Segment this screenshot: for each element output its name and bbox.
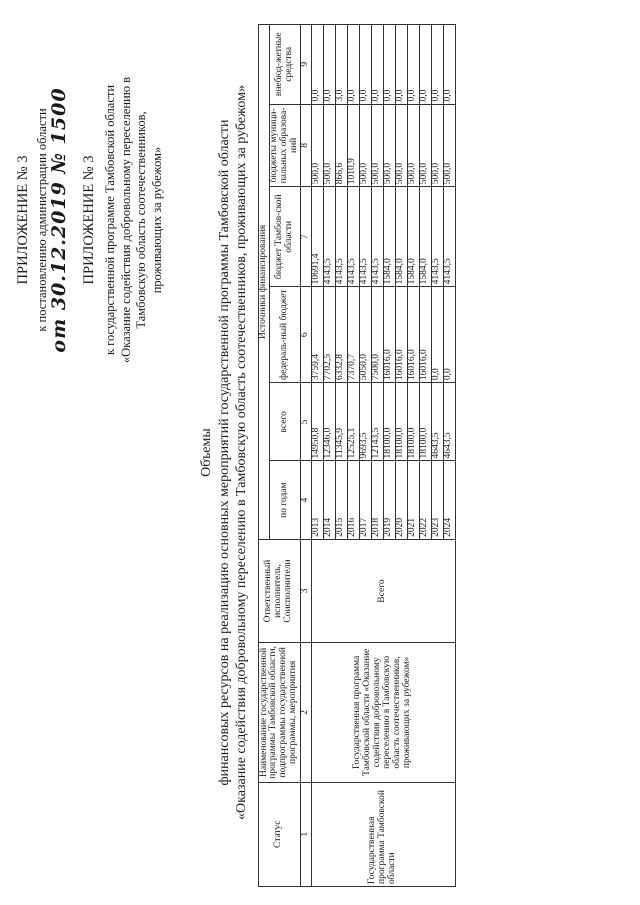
table-row bbox=[311, 25, 323, 887]
federal-cell: 16016,0 bbox=[395, 287, 407, 383]
municipal-cell: 500,0 bbox=[383, 104, 395, 187]
header-offbudget: внебюд-жетные средства bbox=[269, 25, 300, 105]
regional-cell: 4143,5 bbox=[431, 187, 443, 287]
regional-cell: 4143,5 bbox=[347, 187, 359, 287]
year-cell: 2023 bbox=[431, 461, 443, 539]
total-cell: 12525,1 bbox=[347, 383, 359, 461]
title-line: Объемы bbox=[199, 428, 214, 477]
offbudget-cell: 0,0 bbox=[407, 25, 419, 105]
offbudget-cell: 0,0 bbox=[431, 25, 443, 105]
regional-cell: 1584,0 bbox=[383, 187, 395, 287]
appendix-title-2: ПРИЛОЖЕНИЕ № 3 bbox=[81, 155, 97, 285]
offbudget-cell: 0,0 bbox=[359, 25, 371, 105]
year-cell: 2024 bbox=[443, 461, 455, 539]
header-total: всего bbox=[269, 383, 300, 461]
total-cell: 18100,0 bbox=[419, 383, 431, 461]
federal-cell: 7500,0 bbox=[371, 287, 383, 383]
regional-cell: 4143,5 bbox=[359, 187, 371, 287]
total-cell: 11345,9 bbox=[335, 383, 347, 461]
total-cell: 18100,0 bbox=[407, 383, 419, 461]
year-cell: 2013 bbox=[311, 461, 323, 539]
title-line: финансовых ресурсов на реализацию основных мероприятий государственной программы Тамбовской области bbox=[216, 119, 232, 786]
total-cell: 4643,5 bbox=[431, 383, 443, 461]
federal-cell: 6332,8 bbox=[335, 287, 347, 383]
municipal-cell: 500,0 bbox=[407, 104, 419, 187]
year-cell: 2016 bbox=[347, 461, 359, 539]
executor-cell: Всего bbox=[311, 539, 455, 642]
financing-table-body bbox=[311, 25, 455, 887]
year-cell: 2015 bbox=[335, 461, 347, 539]
offbudget-cell: 0,0 bbox=[371, 25, 383, 105]
year-cell: 2021 bbox=[407, 461, 419, 539]
municipal-cell: 500,0 bbox=[311, 104, 323, 187]
municipal-cell: 500,0 bbox=[443, 104, 455, 187]
header-executor: Ответственный исполнитель, Соисполнители bbox=[259, 539, 301, 642]
regional-cell: 1584,0 bbox=[407, 187, 419, 287]
header-name: Наименование государственной программы Тамбовской области, подпрограммы государственной программы, мероприятия bbox=[259, 643, 301, 782]
year-cell: 2018 bbox=[371, 461, 383, 539]
federal-cell: 16016,0 bbox=[383, 287, 395, 383]
decree-reference: к постановлению администрации области bbox=[35, 108, 49, 332]
column-number: 1 bbox=[300, 782, 311, 886]
status-cell: Государственная программа Тамбовской области bbox=[311, 782, 455, 886]
total-cell: 18100,0 bbox=[383, 383, 395, 461]
regional-cell: 4143,5 bbox=[323, 187, 335, 287]
total-cell: 12143,5 bbox=[371, 383, 383, 461]
year-cell: 2017 bbox=[359, 461, 371, 539]
federal-cell: 7370,7 bbox=[347, 287, 359, 383]
header-federal: федераль-ный бюджет bbox=[269, 287, 300, 383]
program-line: Тамбовскую область соотечественников, bbox=[134, 111, 149, 329]
total-cell: 18100,0 bbox=[395, 383, 407, 461]
column-number: 7 bbox=[300, 187, 311, 287]
column-number: 8 bbox=[300, 104, 311, 187]
title-line: «Оказание содействия добровольному переселению в Тамбовскую область соотечественников, проживающих за рубежом» bbox=[234, 85, 249, 820]
financing-table bbox=[258, 24, 456, 887]
total-cell: 12346,0 bbox=[323, 383, 335, 461]
appendix-title: ПРИЛОЖЕНИЕ № 3 bbox=[15, 155, 31, 285]
column-number: 4 bbox=[300, 461, 311, 539]
municipal-cell: 500,0 bbox=[419, 104, 431, 187]
year-cell: 2019 bbox=[383, 461, 395, 539]
year-cell: 2020 bbox=[395, 461, 407, 539]
program-reference bbox=[103, 5, 166, 435]
federal-cell: 16016,0 bbox=[419, 287, 431, 383]
column-number: 2 bbox=[300, 643, 311, 782]
header-by-years: по годам bbox=[269, 461, 300, 539]
federal-cell: 0,0 bbox=[443, 287, 455, 383]
total-cell: 4643,5 bbox=[443, 383, 455, 461]
federal-cell: 7702,5 bbox=[323, 287, 335, 383]
header-regional: бюджет Тамбов-ской области bbox=[269, 187, 300, 287]
program-line: к государственной программе Тамбовской области bbox=[103, 84, 117, 356]
column-number: 3 bbox=[300, 539, 311, 642]
municipal-cell: 866,6 bbox=[335, 104, 347, 187]
program-line: проживающих за рубежом» bbox=[149, 146, 164, 294]
year-cell: 2022 bbox=[419, 461, 431, 539]
offbudget-cell: 0,0 bbox=[383, 25, 395, 105]
regional-cell: 4143,5 bbox=[371, 187, 383, 287]
municipal-cell: 500,0 bbox=[359, 104, 371, 187]
year-cell: 2014 bbox=[323, 461, 335, 539]
offbudget-cell: 3,0 bbox=[335, 25, 347, 105]
total-cell: 9693,5 bbox=[359, 383, 371, 461]
offbudget-cell: 0,0 bbox=[419, 25, 431, 105]
federal-cell: 3759,4 bbox=[311, 287, 323, 383]
municipal-cell: 500,0 bbox=[395, 104, 407, 187]
program-line: «Оказание содействия добровольному переселению в bbox=[118, 76, 133, 364]
program-name-cell: Государственная программа Тамбовской области «Оказание содействия добровольному переселению в Тамбовскую область соотечественников, проживающих за рубежом» bbox=[311, 643, 455, 782]
federal-cell: 0,0 bbox=[431, 287, 443, 383]
header-municipal: бюджеты муници-пальных образова-ний bbox=[269, 104, 300, 187]
municipal-cell: 500,0 bbox=[323, 104, 335, 187]
offbudget-cell: 0,0 bbox=[347, 25, 359, 105]
regional-cell: 10691,4 bbox=[311, 187, 323, 287]
offbudget-cell: 0,0 bbox=[311, 25, 323, 105]
document-title bbox=[198, 0, 251, 905]
municipal-cell: 1010,9 bbox=[347, 104, 359, 187]
regional-cell: 1584,0 bbox=[419, 187, 431, 287]
regional-cell: 4143,5 bbox=[443, 187, 455, 287]
regional-cell: 4143,5 bbox=[335, 187, 347, 287]
offbudget-cell: 0,0 bbox=[323, 25, 335, 105]
handwritten-date-number: от 30.12.2019 № 1500 bbox=[48, 87, 70, 353]
total-cell: 14950,8 bbox=[311, 383, 323, 461]
federal-cell: 16016,0 bbox=[407, 287, 419, 383]
offbudget-cell: 0,0 bbox=[443, 25, 455, 105]
column-number: 6 bbox=[300, 287, 311, 383]
municipal-cell: 500,0 bbox=[371, 104, 383, 187]
offbudget-cell: 0,0 bbox=[395, 25, 407, 105]
header-financing-sources: Источники финансирования bbox=[259, 25, 270, 540]
header-status: Статус bbox=[259, 782, 301, 886]
federal-cell: 5050,0 bbox=[359, 287, 371, 383]
municipal-cell: 500,0 bbox=[431, 104, 443, 187]
column-number: 9 bbox=[300, 25, 311, 105]
column-number: 5 bbox=[300, 383, 311, 461]
regional-cell: 1584,0 bbox=[395, 187, 407, 287]
